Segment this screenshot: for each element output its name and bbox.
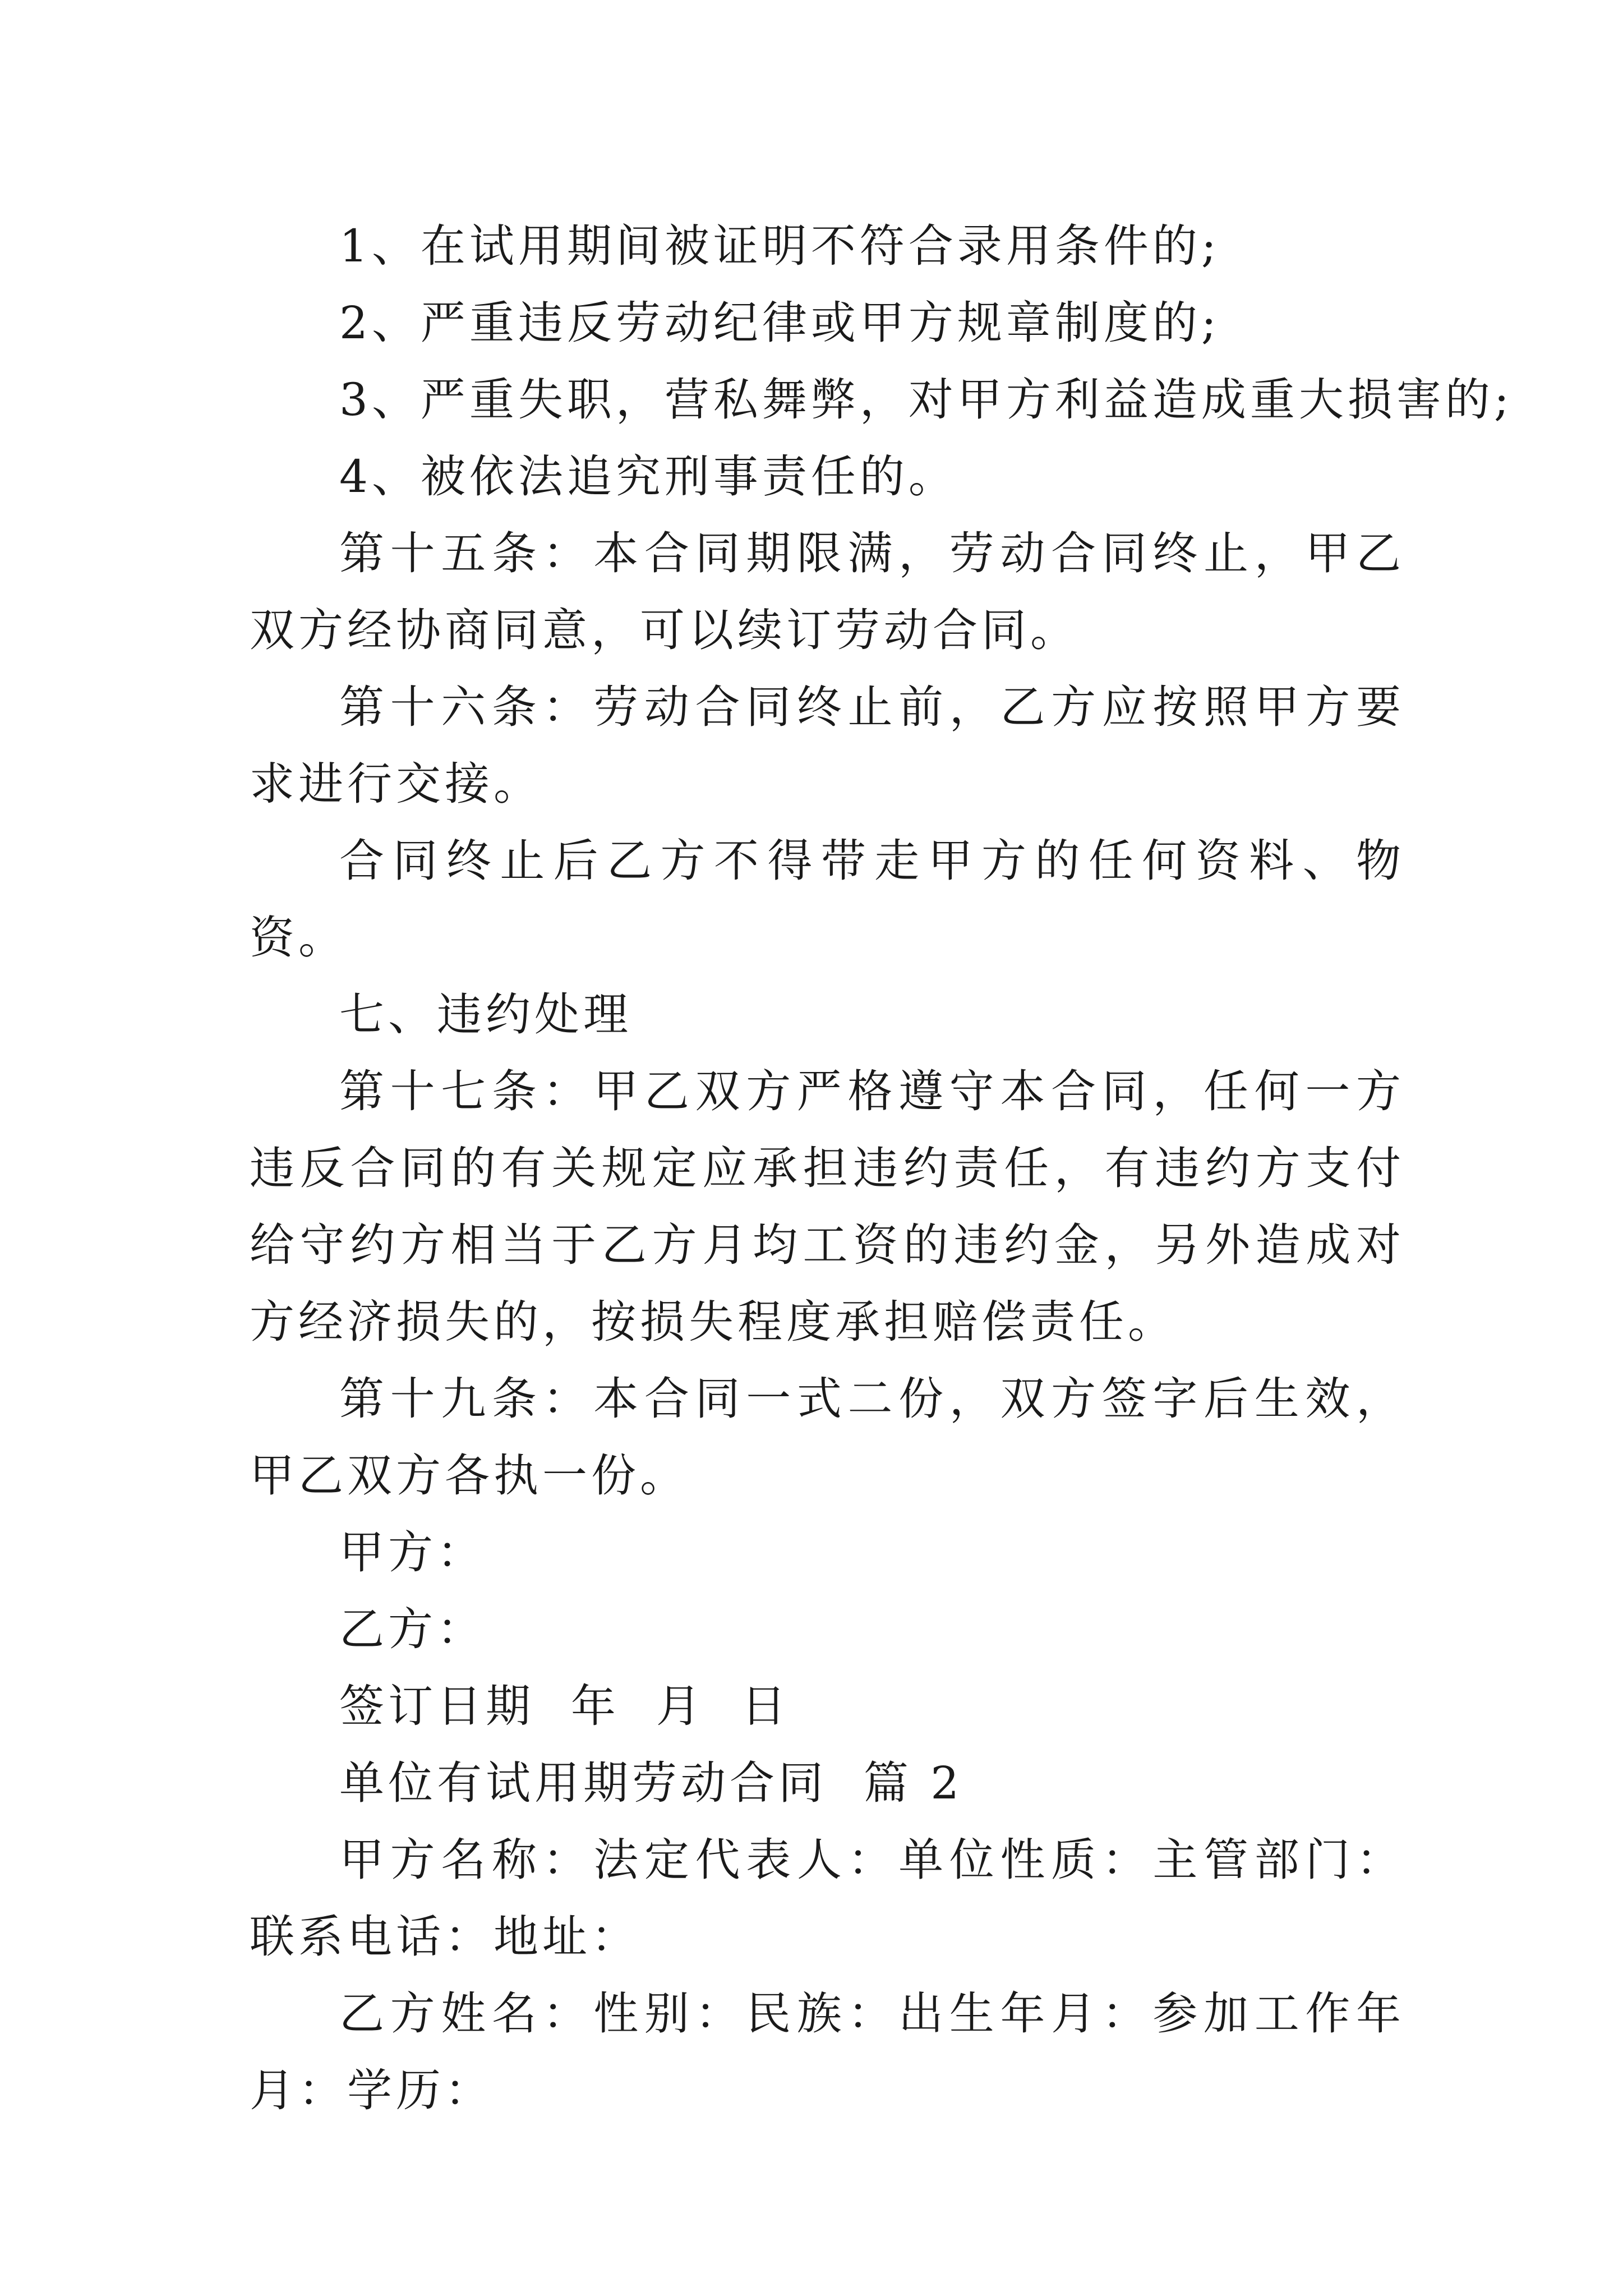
article-15: 第十五条：本合同期限满，劳动合同终止，甲乙双方经协商同意，可以续订劳动合同。	[250, 527, 1405, 656]
termination-note: 合同终止后乙方不得带走甲方的任何资料、物资。	[250, 835, 1405, 964]
party-a-info: 甲方名称：法定代表人：单位性质：主管部门：联系电话：地址：	[250, 1834, 1405, 1963]
party-b-signature: 乙方：	[339, 1603, 486, 1655]
article-19: 第十九条：本合同一式二份，双方签字后生效，甲乙双方各执一份。	[250, 1373, 1405, 1502]
contract-title-part-2: 单位有试用期劳动合同 篇 2	[339, 1757, 963, 1809]
article-17: 第十七条：甲乙双方严格遵守本合同，任何一方违反合同的有关规定应承担违约责任，有违约方支付给守约方相当于乙方月均工资的违约金，另外造成对方经济损失的，按损失程度承担赔偿责任。	[250, 1065, 1405, 1348]
article-16: 第十六条：劳动合同终止前，乙方应按照甲方要求进行交接。	[250, 681, 1405, 810]
clause-item-3: 3、严重失职，营私舞弊，对甲方利益造成重大损害的;	[339, 374, 1513, 426]
party-b-info: 乙方姓名：性别：民族：出生年月：参加工作年月：学历：	[250, 1987, 1405, 2116]
clause-item-1: 1、在试用期间被证明不符合录用条件的;	[339, 220, 1220, 272]
signing-date: 签订日期 年 月 日	[339, 1680, 790, 1732]
document-body	[250, 208, 1513, 2129]
party-a-signature: 甲方：	[339, 1526, 486, 1579]
section-heading-breach: 七、违约处理	[339, 988, 632, 1041]
clause-item-4: 4、被依法追究刑事责任的。	[339, 450, 957, 503]
clause-item-2: 2、严重违反劳动纪律或甲方规章制度的;	[339, 297, 1220, 349]
